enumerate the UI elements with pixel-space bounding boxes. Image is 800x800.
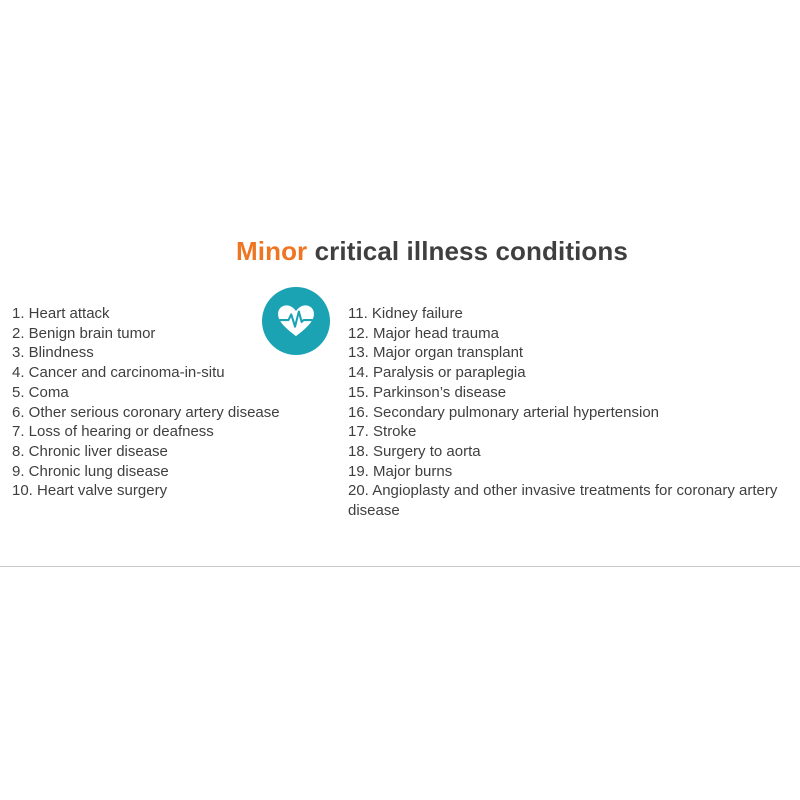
conditions-list-right <box>348 304 793 521</box>
page-title <box>236 236 628 267</box>
list-item: 2. Benign brain tumor <box>12 324 156 342</box>
list-item: 4. Cancer and carcinoma-in-situ <box>12 364 225 382</box>
list-item: 10. Heart valve surgery <box>12 482 168 500</box>
title-rest: critical illness conditions <box>314 236 628 266</box>
list-item: 3. Blindness <box>12 344 94 362</box>
title-accent: Minor <box>236 236 308 266</box>
list-item: 17. Stroke <box>348 423 417 441</box>
list-item: 13. Major organ transplant <box>348 344 524 362</box>
conditions-list-left <box>12 304 280 501</box>
list-item: 19. Major burns <box>348 462 453 480</box>
heart-pulse-icon <box>277 304 315 338</box>
list-item: 5. Coma <box>12 383 69 401</box>
list-item: 18. Surgery to aorta <box>348 442 481 460</box>
list-item: 9. Chronic lung disease <box>12 462 169 480</box>
list-item: 16. Secondary pulmonary arterial hypertension <box>348 403 660 421</box>
list-item: 6. Other serious coronary artery disease <box>12 403 280 421</box>
list-item: 14. Paralysis or paraplegia <box>348 364 526 382</box>
list-item: 8. Chronic liver disease <box>12 442 168 460</box>
list-item: 7. Loss of hearing or deafness <box>12 423 214 441</box>
list-item: 20. Angioplasty and other invasive treatments for coronary artery disease <box>348 482 778 520</box>
list-item: 11. Kidney failure <box>348 305 463 322</box>
divider <box>0 566 800 567</box>
list-item: 15. Parkinson’s disease <box>348 383 507 401</box>
list-item: 12. Major head trauma <box>348 324 499 342</box>
list-item: 1. Heart attack <box>12 305 110 322</box>
